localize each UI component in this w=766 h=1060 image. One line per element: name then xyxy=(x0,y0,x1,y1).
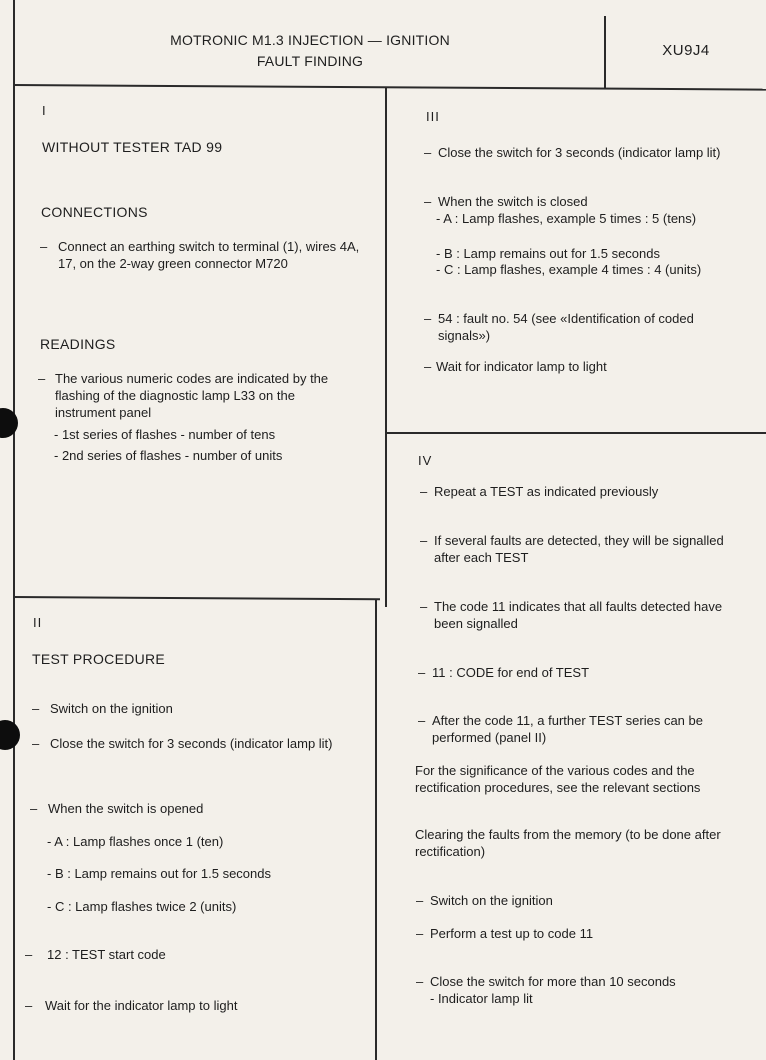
header-bottom-rule xyxy=(13,84,766,91)
connections-text: Connect an earthing switch to terminal (1), wires 4A, 17, on the 2-way green connector M720 xyxy=(58,239,360,271)
step-item xyxy=(418,712,730,746)
bullet-dash: – xyxy=(25,947,33,962)
step-text: Switch on the ignition xyxy=(50,701,173,716)
bullet-dash: – xyxy=(418,713,426,728)
punch-hole-lower xyxy=(0,720,20,750)
bullet-dash: – xyxy=(416,893,424,908)
step-sub-c: - C : Lamp flashes, example 4 times : 4 (units) xyxy=(436,262,702,277)
bullet-dash: – xyxy=(32,701,40,716)
section-iii xyxy=(424,108,734,418)
section-i xyxy=(40,102,370,582)
bullet-dash: – xyxy=(32,736,40,751)
step-item xyxy=(420,532,730,566)
step-sub-b: - B : Lamp remains out for 1.5 seconds xyxy=(47,866,271,881)
step-sub-a: - A : Lamp flashes once 1 (ten) xyxy=(47,834,224,849)
step-text: Repeat a TEST as indicated previously xyxy=(434,484,659,499)
step-sub-a: - A : Lamp flashes, example 5 times : 5 (tens) xyxy=(436,211,697,226)
readings-heading: READINGS xyxy=(40,336,116,352)
punch-hole-upper xyxy=(0,408,18,438)
bullet-dash: – xyxy=(416,974,424,989)
readings-sub-2: - 2nd series of flashes - number of units xyxy=(54,448,283,463)
test-procedure-heading: TEST PROCEDURE xyxy=(32,651,166,667)
step-item xyxy=(424,144,734,161)
bullet-dash: – xyxy=(416,926,424,941)
bullet-dash: – xyxy=(418,665,426,680)
step-text: 11 : CODE for end of TEST xyxy=(432,665,590,680)
step-text: 12 : TEST start code xyxy=(47,947,166,962)
section-number: III xyxy=(426,109,440,124)
step-sub: - Indicator lamp lit xyxy=(430,991,533,1006)
step-item xyxy=(416,925,726,942)
step-item xyxy=(418,664,728,681)
bullet-dash: – xyxy=(420,484,428,499)
step-item xyxy=(420,483,730,500)
step-item xyxy=(424,358,734,375)
step-item xyxy=(30,800,350,817)
step-text: Close the switch for more than 10 seconds xyxy=(430,974,676,989)
section-ii xyxy=(25,614,370,1054)
step-text: Switch on the ignition xyxy=(430,893,553,908)
column-divider xyxy=(385,87,387,607)
step-text: The code 11 indicates that all faults detected have been signalled xyxy=(434,599,723,631)
bullet-dash: – xyxy=(424,359,432,374)
step-item xyxy=(25,997,355,1014)
step-text: When the switch is opened xyxy=(48,801,204,816)
step-text: Close the switch for 3 seconds (indicator lamp lit) xyxy=(438,145,721,160)
section-title: WITHOUT TESTER TAD 99 xyxy=(42,139,223,155)
step-item xyxy=(420,598,730,632)
step-text: Wait for indicator lamp to light xyxy=(436,359,607,374)
bullet-dash: – xyxy=(25,998,33,1013)
bullet-dash: – xyxy=(38,371,46,386)
connections-heading: CONNECTIONS xyxy=(41,204,148,220)
bullet-dash: – xyxy=(30,801,38,816)
title-line-2: FAULT FINDING xyxy=(256,53,364,69)
step-text: If several faults are detected, they will be signalled after each TEST xyxy=(434,533,724,565)
step-item xyxy=(32,700,362,717)
step-item xyxy=(424,310,734,344)
title-line-1: MOTRONIC M1.3 INJECTION — IGNITION xyxy=(170,32,450,48)
section-number: IV xyxy=(418,453,433,468)
step-item xyxy=(32,735,352,752)
frame-left-border xyxy=(13,0,15,1060)
bullet-dash: – xyxy=(420,599,428,614)
column-divider-lower xyxy=(375,600,377,1060)
section-number: II xyxy=(33,615,43,630)
left-column-divider xyxy=(13,596,380,600)
connections-item xyxy=(40,238,365,272)
bullet-dash: – xyxy=(424,311,432,326)
clearing-faults-paragraph: Clearing the faults from the memory (to be done after rectification) xyxy=(415,827,721,859)
engine-code: XU9J4 xyxy=(662,42,710,59)
step-item xyxy=(424,193,734,210)
document-title xyxy=(16,30,604,72)
step-item xyxy=(25,946,355,963)
bullet-dash: – xyxy=(424,194,432,209)
readings-item xyxy=(38,370,358,421)
readings-sub-1: - 1st series of flashes - number of tens xyxy=(54,427,276,442)
step-sub-c: - C : Lamp flashes twice 2 (units) xyxy=(47,899,237,914)
significance-paragraph: For the significance of the various codes and the rectification procedures, see the relevant sections xyxy=(415,763,701,795)
step-sub-b: - B : Lamp remains out for 1.5 seconds xyxy=(436,246,660,261)
step-item xyxy=(416,892,726,909)
step-text: Close the switch for 3 seconds (indicator lamp lit) xyxy=(50,736,333,751)
step-text: After the code 11, a further TEST series can be performed (panel II) xyxy=(432,713,703,745)
bullet-dash: – xyxy=(424,145,432,160)
bullet-dash: – xyxy=(40,239,48,254)
step-text: 54 : fault no. 54 (see «Identification of coded signals») xyxy=(438,311,694,343)
step-text: When the switch is closed xyxy=(438,194,588,209)
right-column-divider xyxy=(385,432,766,434)
step-item xyxy=(416,973,730,990)
readings-text: The various numeric codes are indicated by the flashing of the diagnostic lamp L33 on the instrument panel xyxy=(55,371,329,420)
section-number: I xyxy=(42,103,47,118)
bullet-dash: – xyxy=(420,533,428,548)
step-text: Wait for the indicator lamp to light xyxy=(45,998,238,1013)
step-text: Perform a test up to code 11 xyxy=(430,926,594,941)
section-iv xyxy=(416,452,732,1052)
